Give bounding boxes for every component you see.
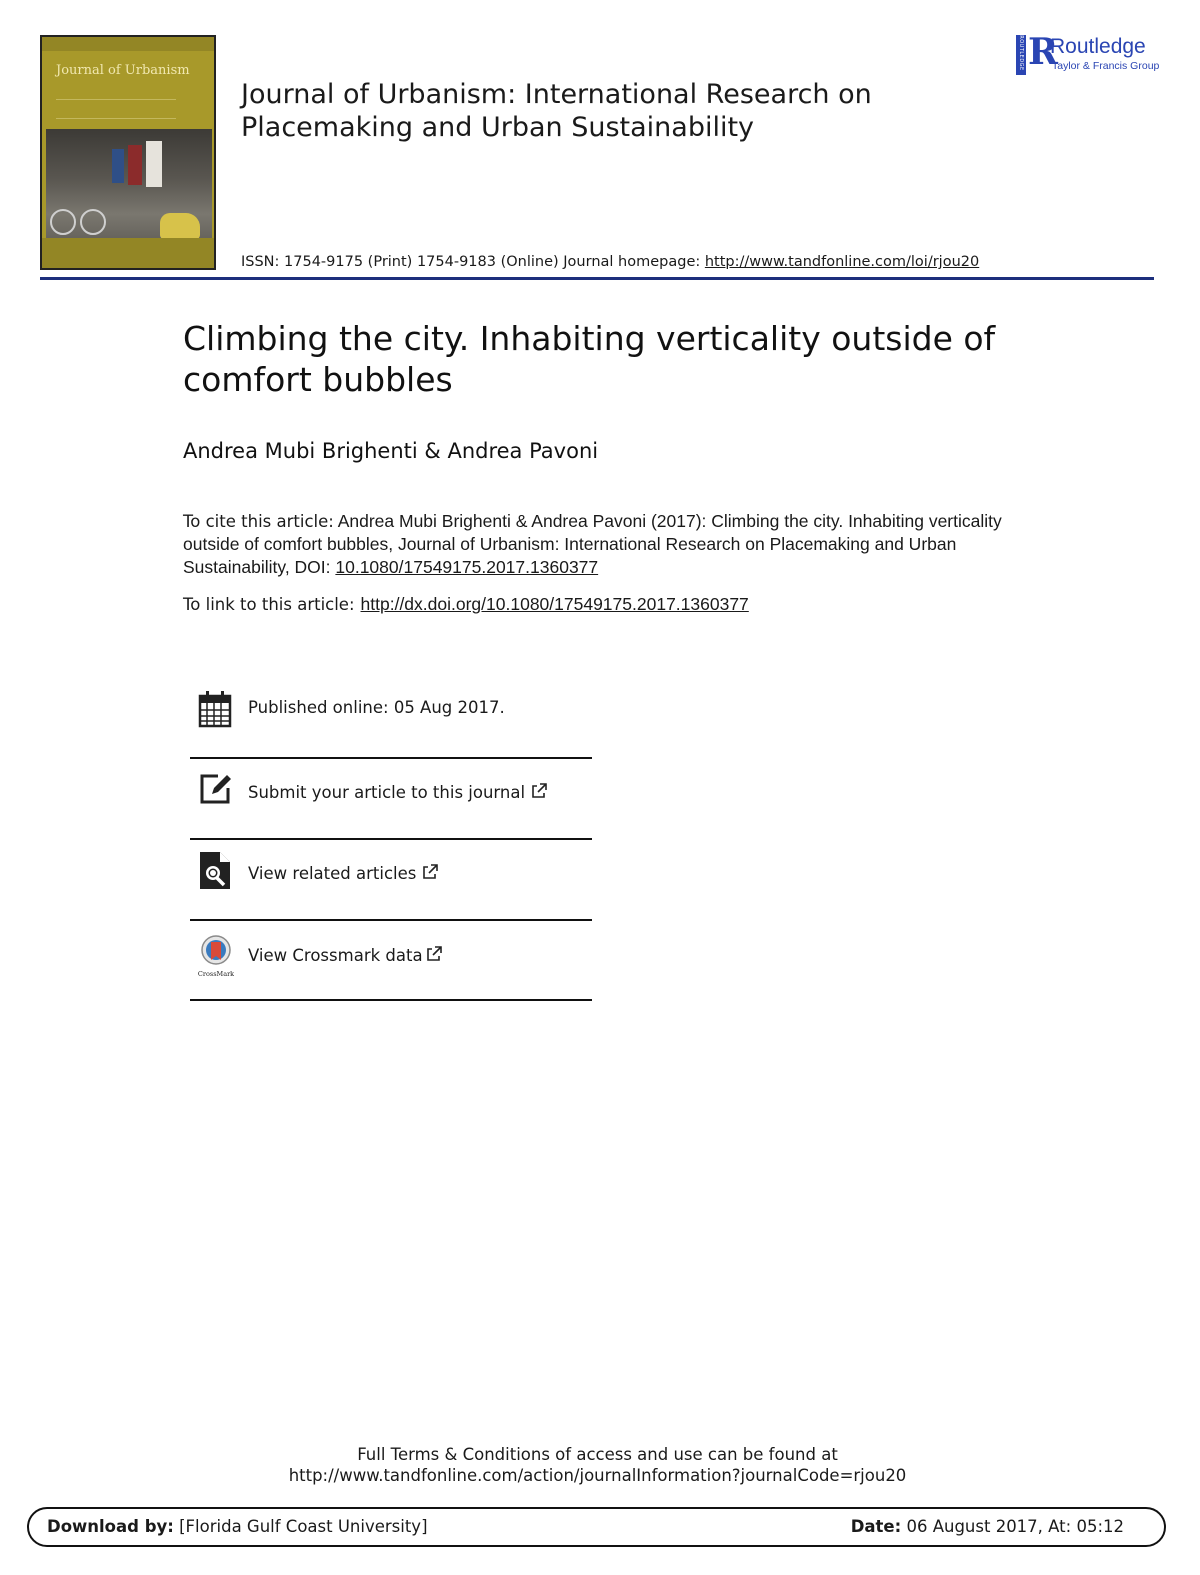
citation-block — [183, 510, 1043, 579]
terms-text: Full Terms & Conditions of access and use can be found at — [357, 1445, 838, 1464]
header-rule — [40, 277, 1154, 280]
article-link-label: To link to this article: — [183, 595, 355, 614]
publisher-logo — [1016, 31, 1166, 76]
submit-article-text: Submit your article to this journal — [248, 783, 526, 802]
article-title — [183, 318, 1043, 400]
article-link-line — [183, 594, 749, 615]
download-by — [47, 1517, 428, 1536]
cover-photo-bicycle-wheel — [80, 209, 106, 235]
article-authors: Andrea Mubi Brighenti & Andrea Pavoni — [183, 439, 599, 463]
cover-photo-garment — [128, 145, 142, 185]
related-articles-link[interactable] — [248, 864, 438, 883]
crossmark-logo-text: CrossMark — [198, 970, 234, 978]
terms-and-conditions — [0, 1444, 1195, 1486]
divider — [190, 757, 592, 759]
submit-article-link[interactable] — [248, 783, 547, 802]
citation-label: To cite this article: — [183, 512, 334, 531]
cover-photo-garment — [146, 141, 162, 187]
cover-footer-band — [42, 238, 214, 268]
calendar-icon — [198, 690, 234, 730]
date-value: 06 August 2017, At: 05:12 — [901, 1517, 1124, 1536]
download-info-box — [27, 1507, 1166, 1547]
download-institution: [Florida Gulf Coast University] — [173, 1517, 428, 1536]
publisher-name: Routledge — [1050, 35, 1146, 58]
external-link-icon — [422, 864, 438, 880]
publisher-logo-bar-text: ROUTLEDGE — [1018, 35, 1024, 71]
article-link-url[interactable]: http://dx.doi.org/10.1080/17549175.2017.1360377 — [360, 594, 749, 614]
journal-title-line: Placemaking and Urban Sustainability — [241, 112, 755, 143]
journal-homepage-link[interactable]: http://www.tandfonline.com/loi/rjou20 — [704, 254, 980, 270]
issn-text: ISSN: 1754-9175 (Print) 1754-9183 (Online) Journal homepage: — [241, 254, 705, 270]
related-articles-text: View related articles — [248, 864, 417, 883]
external-link-icon — [426, 946, 442, 962]
download-date — [851, 1517, 1124, 1536]
cover-subtitle-lines — [56, 99, 176, 119]
publisher-logo-mark: R — [1028, 31, 1058, 73]
crossmark-row[interactable] — [190, 934, 592, 1014]
external-link-icon — [531, 783, 547, 799]
cover-top-band — [42, 37, 214, 51]
cover-photo-garment — [112, 149, 124, 183]
journal-title-line: Journal of Urbanism: International Research on — [241, 79, 872, 110]
publisher-group: Taylor & Francis Group — [1052, 60, 1160, 72]
journal-title — [241, 78, 941, 144]
divider — [190, 838, 592, 840]
citation-text: Andrea Mubi Brighenti & Andrea Pavoni (2017): Climbing the city. Inhabiting verticality outside of comfort bubbles, Journal of Urbanism: International Research on Placemaking and Urban Sustainability, DOI: — [183, 511, 1002, 577]
download-label: Download by: — [47, 1517, 174, 1536]
cover-photo-bicycle-wheel — [50, 209, 76, 235]
article-title-line: comfort bubbles — [183, 360, 453, 399]
cover-photo-scooter — [160, 213, 200, 239]
journal-cover-image — [40, 35, 216, 270]
terms-url: http://www.tandfonline.com/action/journalInformation?journalCode=rjou20 — [288, 1466, 907, 1485]
cover-title: Journal of Urbanism — [56, 63, 190, 78]
crossmark-link[interactable] — [248, 946, 442, 965]
article-title-line: Climbing the city. Inhabiting verticality outside of — [183, 319, 996, 358]
crossmark-text: View Crossmark data — [248, 946, 423, 965]
issn-line — [241, 254, 979, 270]
published-online-text: Published online: 05 Aug 2017. — [248, 698, 505, 717]
divider — [190, 999, 592, 1001]
edit-icon — [198, 770, 234, 810]
crossmark-icon — [198, 934, 234, 978]
date-label: Date: — [850, 1517, 902, 1536]
doi-link[interactable]: 10.1080/17549175.2017.1360377 — [335, 557, 599, 577]
document-search-icon — [198, 851, 234, 891]
divider — [190, 919, 592, 921]
